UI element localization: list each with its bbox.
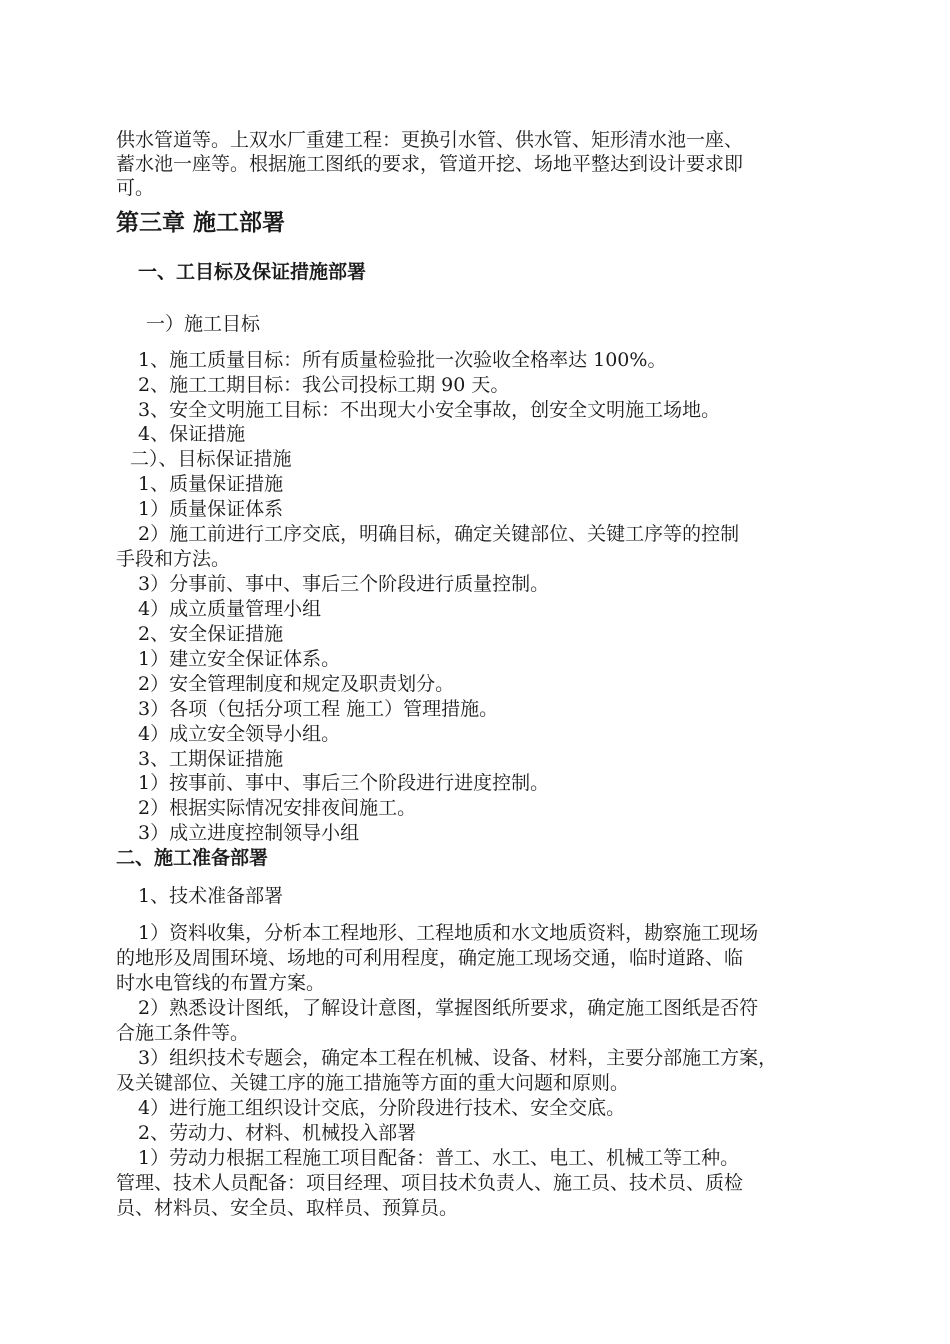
paragraph-line: 2）施工前进行工序交底，明确目标，确定关键部位、关键工序等的控制 <box>138 523 740 545</box>
paragraph-line: 的地形及周围环境、场地的可利用程度，确定施工现场交通，临时道路、临 <box>116 947 744 969</box>
paragraph-line: 3）各项（包括分项工程 施工）管理措施。 <box>138 698 499 720</box>
paragraph-line: 4、保证措施 <box>138 423 246 445</box>
paragraph-line: 2、施工工期目标：我公司投标工期 90 天。 <box>138 374 510 396</box>
paragraph-line: 合施工条件等。 <box>116 1022 250 1044</box>
paragraph-line: 手段和方法。 <box>116 548 231 570</box>
paragraph-line: 1、质量保证措施 <box>138 473 284 495</box>
paragraph-line: 4）进行施工组织设计交底，分阶段进行技术、安全交底。 <box>138 1097 626 1119</box>
section-title: 二、施工准备部署 <box>116 847 269 869</box>
paragraph-line: 4）成立安全领导小组。 <box>138 723 341 745</box>
paragraph-line: 1、施工质量目标：所有质量检验批一次验收全格率达 100%。 <box>138 349 667 371</box>
paragraph-line: 4）成立质量管理小组 <box>138 598 322 620</box>
paragraph-line: 时水电管线的布置方案。 <box>116 972 326 994</box>
paragraph-line: 供水管道等。上双水厂重建工程：更换引水管、供水管、矩形清水池一座、 <box>116 129 744 151</box>
paragraph-line: 3）组织技术专题会，确定本工程在机械、设备、材料，主要分部施工方案， <box>138 1047 778 1069</box>
paragraph-line: 1、技术准备部署 <box>138 885 284 907</box>
paragraph-line: 可。 <box>116 177 155 199</box>
chapter-title: 第三章 施工部署 <box>116 210 286 236</box>
paragraph-line: 2、安全保证措施 <box>138 623 284 645</box>
paragraph-line: 2）根据实际情况安排夜间施工。 <box>138 797 417 819</box>
paragraph-line: 2）安全管理制度和规定及职责划分。 <box>138 673 455 695</box>
paragraph-line: 管理、技术人员配备：项目经理、项目技术负责人、施工员、技术员、质检 <box>116 1172 744 1194</box>
paragraph-line: 1）质量保证体系 <box>138 498 284 520</box>
paragraph-line: 3、安全文明施工目标：不出现大小安全事故，创安全文明施工场地。 <box>138 399 721 421</box>
paragraph-line: 3）成立进度控制领导小组 <box>138 822 360 844</box>
paragraph-line: 1）建立安全保证体系。 <box>138 648 341 670</box>
subsection-title: 一）施工目标 <box>146 313 261 335</box>
paragraph-line: 3、工期保证措施 <box>138 748 284 770</box>
paragraph-line: 员、材料员、安全员、取样员、预算员。 <box>116 1197 459 1219</box>
paragraph-line: 及关键部位、关键工序的施工措施等方面的重大问题和原则。 <box>116 1072 630 1094</box>
section-title: 一、工目标及保证措施部署 <box>138 261 367 283</box>
paragraph-line: 1）资料收集，分析本工程地形、工程地质和水文地质资料，勘察施工现场 <box>138 922 759 944</box>
paragraph-line: 蓄水池一座等。根据施工图纸的要求，管道开挖、场地平整达到设计要求即 <box>116 153 744 175</box>
paragraph-line: 3）分事前、事中、事后三个阶段进行质量控制。 <box>138 573 550 595</box>
paragraph-line: 2）熟悉设计图纸，了解设计意图，掌握图纸所要求，确定施工图纸是否符 <box>138 997 759 1019</box>
paragraph-line: 1）劳动力根据工程施工项目配备：普工、水工、电工、机械工等工种。 <box>138 1147 740 1169</box>
paragraph-line: 2、劳动力、材料、机械投入部署 <box>138 1122 417 1144</box>
subsection-title: 二）、目标保证措施 <box>130 448 292 470</box>
paragraph-line: 1）按事前、事中、事后三个阶段进行进度控制。 <box>138 772 550 794</box>
